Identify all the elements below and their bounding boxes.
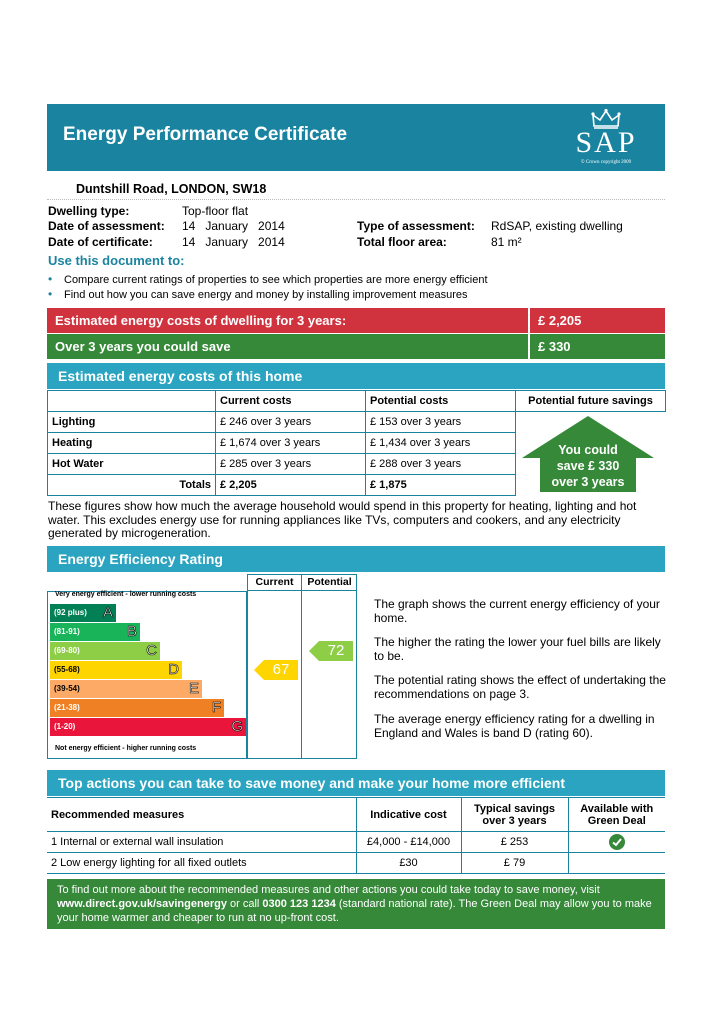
- potential-cost: £ 153 over 3 years: [366, 412, 516, 433]
- band-letter: G: [231, 718, 243, 735]
- table-row: [47, 832, 665, 853]
- footer-text: (standard national rate). The Green Deal may allow you to make your home warmer and cheaper to run at no up-front cost.: [57, 898, 652, 924]
- table-header: Typical savings over 3 years: [461, 798, 568, 832]
- savings-arrow: [522, 416, 654, 492]
- potential-cost: £ 1,434 over 3 years: [366, 433, 516, 454]
- current-rating-arrow: [254, 660, 298, 680]
- rating-band-g: [50, 718, 246, 736]
- sap-logo-text: SAP: [575, 126, 637, 159]
- green-deal-cell: [568, 853, 665, 874]
- rating-text: The higher the rating the lower your fuel bills are likely to be.: [374, 635, 661, 663]
- rating-band-e: [50, 680, 202, 698]
- estimated-cost-bar: [47, 308, 665, 333]
- rating-text: The average energy efficiency rating for a dwelling in England and Wales is band D (rating 60).: [374, 712, 655, 740]
- band-range: (92 plus): [54, 608, 87, 617]
- savings-line-1: You could: [558, 443, 618, 457]
- footer-phone: 0300 123 1234: [262, 898, 336, 910]
- totals-label: Totals: [48, 475, 216, 496]
- measure-name: 1 Internal or external wall insulation: [47, 832, 356, 853]
- use-bullet: • Compare current ratings of properties to see which properties are more energy efficient: [48, 272, 488, 286]
- use-title: Use this document to:: [48, 253, 185, 268]
- potential-column-header: Potential: [307, 576, 352, 588]
- table-row: [47, 853, 665, 874]
- current-cost: £ 246 over 3 years: [216, 412, 366, 433]
- table-header-row: [47, 798, 665, 832]
- measure-name: 2 Low energy lighting for all fixed outlets: [47, 853, 356, 874]
- band-range: (21-38): [54, 703, 80, 712]
- rating-section-title: Energy Efficiency Rating: [47, 546, 665, 572]
- row-label: Hot Water: [48, 454, 216, 475]
- table-header: Potential costs: [366, 391, 516, 412]
- band-letter: D: [168, 661, 179, 678]
- band-range: (1-20): [54, 722, 76, 731]
- row-label: Heating: [48, 433, 216, 454]
- footer-text: or call: [226, 898, 263, 910]
- band-letter: C: [146, 642, 157, 659]
- table-header: Recommended measures: [47, 798, 356, 832]
- header-divider: [247, 590, 357, 591]
- estimated-cost-label: Estimated energy costs of dwelling for 3 years:: [47, 308, 528, 333]
- date-certificate-label: Date of certificate:: [48, 235, 153, 249]
- green-deal-cell: [568, 832, 665, 853]
- bottom-note: Not energy efficient - higher running costs: [55, 745, 197, 752]
- table-header: Potential future savings: [516, 391, 666, 412]
- footer-link[interactable]: www.direct.gov.uk/savingenergy: [57, 898, 227, 910]
- top-note: Very energy efficient - lower running costs: [55, 591, 197, 598]
- current-column-header: Current: [255, 576, 294, 588]
- type-assessment-value: RdSAP, existing dwelling: [491, 219, 623, 233]
- energy-rating-chart: [47, 574, 357, 760]
- savings-line-2: save £ 330: [556, 459, 620, 473]
- table-header: Current costs: [216, 391, 366, 412]
- table-header-empty: [48, 391, 216, 412]
- footer-note: [47, 879, 665, 929]
- band-range: (39-54): [54, 684, 80, 693]
- indicative-cost: £30: [356, 853, 461, 874]
- actions-section-title: Top actions you can take to save money and make your home more efficient: [47, 770, 665, 796]
- potential-rating-value: 72: [327, 642, 345, 659]
- table-header: Indicative cost: [356, 798, 461, 832]
- certificate-header: [47, 104, 665, 171]
- sap-logo: [563, 108, 649, 168]
- date-assessment-label: Date of assessment:: [48, 219, 165, 233]
- savings-line-3: over 3 years: [551, 475, 625, 489]
- current-rating-value: 67: [272, 661, 290, 678]
- dwelling-type-value: Top-floor flat: [182, 204, 249, 218]
- rating-band-c: [50, 642, 160, 660]
- rating-text: The potential rating shows the effect of undertaking the recommendations on page 3.: [374, 673, 666, 701]
- footer-text: To find out more about the recommended measures and other actions you could take today to save money, visit: [57, 884, 600, 896]
- property-address: Duntshill Road, LONDON, SW18: [76, 182, 267, 196]
- totals-current: £ 2,205: [216, 475, 366, 496]
- rating-band-a: [50, 604, 116, 622]
- band-range: (55-68): [54, 665, 80, 674]
- current-cost: £ 285 over 3 years: [216, 454, 366, 475]
- row-label: Lighting: [48, 412, 216, 433]
- potential-column: [302, 574, 357, 759]
- saving-bar: [47, 334, 665, 359]
- costs-section-title: Estimated energy costs of this home: [47, 363, 665, 389]
- band-range: (69-80): [54, 646, 80, 655]
- dwelling-type-label: Dwelling type:: [48, 204, 130, 218]
- use-bullets: [48, 273, 488, 303]
- saving-value: £ 330: [530, 334, 665, 359]
- floor-area-label: Total floor area:: [357, 235, 447, 249]
- use-bullet: • Find out how you can save energy and money by installing improvement measures: [48, 287, 468, 301]
- page-title: Energy Performance Certificate: [63, 124, 348, 145]
- rating-band-f: [50, 699, 224, 717]
- type-assessment-label: Type of assessment:: [357, 219, 475, 233]
- band-letter: E: [188, 680, 199, 697]
- table-header: Available with Green Deal: [568, 798, 665, 832]
- band-letter: A: [102, 604, 113, 621]
- band-range: (81-91): [54, 627, 80, 636]
- rating-band-d: [50, 661, 182, 679]
- estimated-cost-value: £ 2,205: [530, 308, 665, 333]
- floor-area-value: 81 m²: [491, 235, 522, 249]
- date-certificate-value: 14 January 2014: [182, 235, 285, 249]
- date-assessment-value: 14 January 2014: [182, 219, 285, 233]
- divider: [47, 199, 665, 200]
- band-letter: B: [126, 623, 137, 640]
- green-check-icon: [609, 834, 625, 850]
- band-letter: F: [211, 699, 221, 716]
- totals-potential: £ 1,875: [366, 475, 516, 496]
- current-cost: £ 1,674 over 3 years: [216, 433, 366, 454]
- saving-label: Over 3 years you could save: [47, 334, 528, 359]
- typical-saving: £ 253: [461, 832, 568, 853]
- potential-cost: £ 288 over 3 years: [366, 454, 516, 475]
- typical-saving: £ 79: [461, 853, 568, 874]
- potential-rating-arrow: [309, 641, 353, 661]
- table-header-row: [48, 391, 666, 412]
- logo-copyright: © Crown copyright 2009: [580, 160, 632, 165]
- actions-table: [47, 797, 665, 874]
- rating-band-b: [50, 623, 140, 641]
- costs-note: These figures show how much the average household would spend in this property for heating, lighting and hot water. This excludes energy use for running appliances like TVs, computers and cookers, and any electricity generated by microgeneration.: [48, 499, 637, 540]
- indicative-cost: £4,000 - £14,000: [356, 832, 461, 853]
- rating-text: The graph shows the current energy efficiency of your home.: [374, 597, 660, 625]
